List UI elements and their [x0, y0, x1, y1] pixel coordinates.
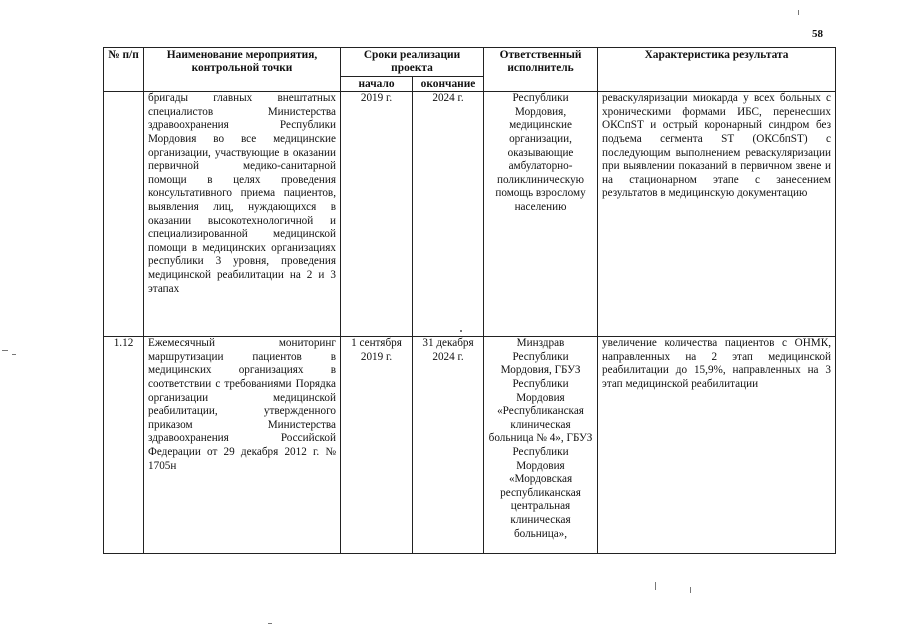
- scan-speck: [2, 350, 8, 351]
- row-number: [104, 92, 144, 337]
- scan-speck: [12, 354, 16, 355]
- scan-speck: [798, 10, 799, 15]
- row-start: 1 сентября 2019 г.: [341, 337, 413, 554]
- measures-table: [103, 47, 836, 554]
- row-result: увеличение количества пациентов с ОНМК, направленных на 2 этап медицинской реабилитации до 15,9%, направленных на 3 этап медицинской реабилитации: [598, 337, 836, 554]
- page-number: 58: [812, 28, 823, 40]
- row-measure-name: Ежемесячный мониторинг маршрутизации пациентов в медицинских организациях в соответствии с требованиями Порядка организации медицинской реабилитации, утвержденного приказом Министерства здравоохранения Российской Федерации от 29 декабря 2012 г. № 1705н: [144, 337, 341, 554]
- row-result: реваскуляризации миокарда у всех больных с хроническими формами ИБС, перенесших ОКСпST и острый коронарный синдром без подъема сегмента ST (ОКСбпST) с последующим выполнением реваскуляризации при выявлении показаний в первичном звене и на стационарном этапе с занесением результатов в медицинскую документацию: [598, 92, 836, 337]
- header-start: начало: [341, 76, 413, 91]
- header-result: Характеристика результата: [598, 48, 836, 92]
- row-measure-name: бригады главных внештатных специалистов Министерства здравоохранения Республики Мордовия во все медицинские организации, участвующие в оказании первичной медико-санитарной помощи в целях проведения консультативного приема пациентов, выявления лиц, нуждающихся в оказании высокотехнологичной и специализированной медицинской помощи в медицинских организациях республики 3 уровня, проведения медицинской реабилитации на 2 и 3 этапах: [144, 92, 341, 337]
- row-responsible: Республики Мордовия, медицинские организации, оказывающие амбулаторно-поликлиническую помощь взрослому населению: [484, 92, 598, 337]
- scan-speck: [268, 623, 272, 624]
- table-row: [104, 92, 836, 337]
- table-header-row: [104, 48, 836, 77]
- row-responsible: Минздрав Республики Мордовия, ГБУЗ Республики Мордовия «Республиканская клиническая больница № 4», ГБУЗ Республики Мордовия «Мордовская республиканская центральная клиническая больница»,: [484, 337, 598, 554]
- row-start: 2019 г.: [341, 92, 413, 337]
- header-end: окончание: [413, 76, 484, 91]
- header-number: № п/п: [104, 48, 144, 92]
- header-responsible: Ответственный исполнитель: [484, 48, 598, 92]
- header-measure-name: Наименование мероприятия, контрольной точки: [144, 48, 341, 92]
- row-number: 1.12: [104, 337, 144, 554]
- table-row: [104, 337, 836, 554]
- scan-speck: [690, 587, 691, 593]
- row-end: 31 декабря 2024 г.: [413, 337, 484, 554]
- scan-speck: [460, 330, 462, 332]
- header-period: Сроки реализации проекта: [341, 48, 484, 77]
- row-end: 2024 г.: [413, 92, 484, 337]
- scan-speck: [655, 582, 656, 590]
